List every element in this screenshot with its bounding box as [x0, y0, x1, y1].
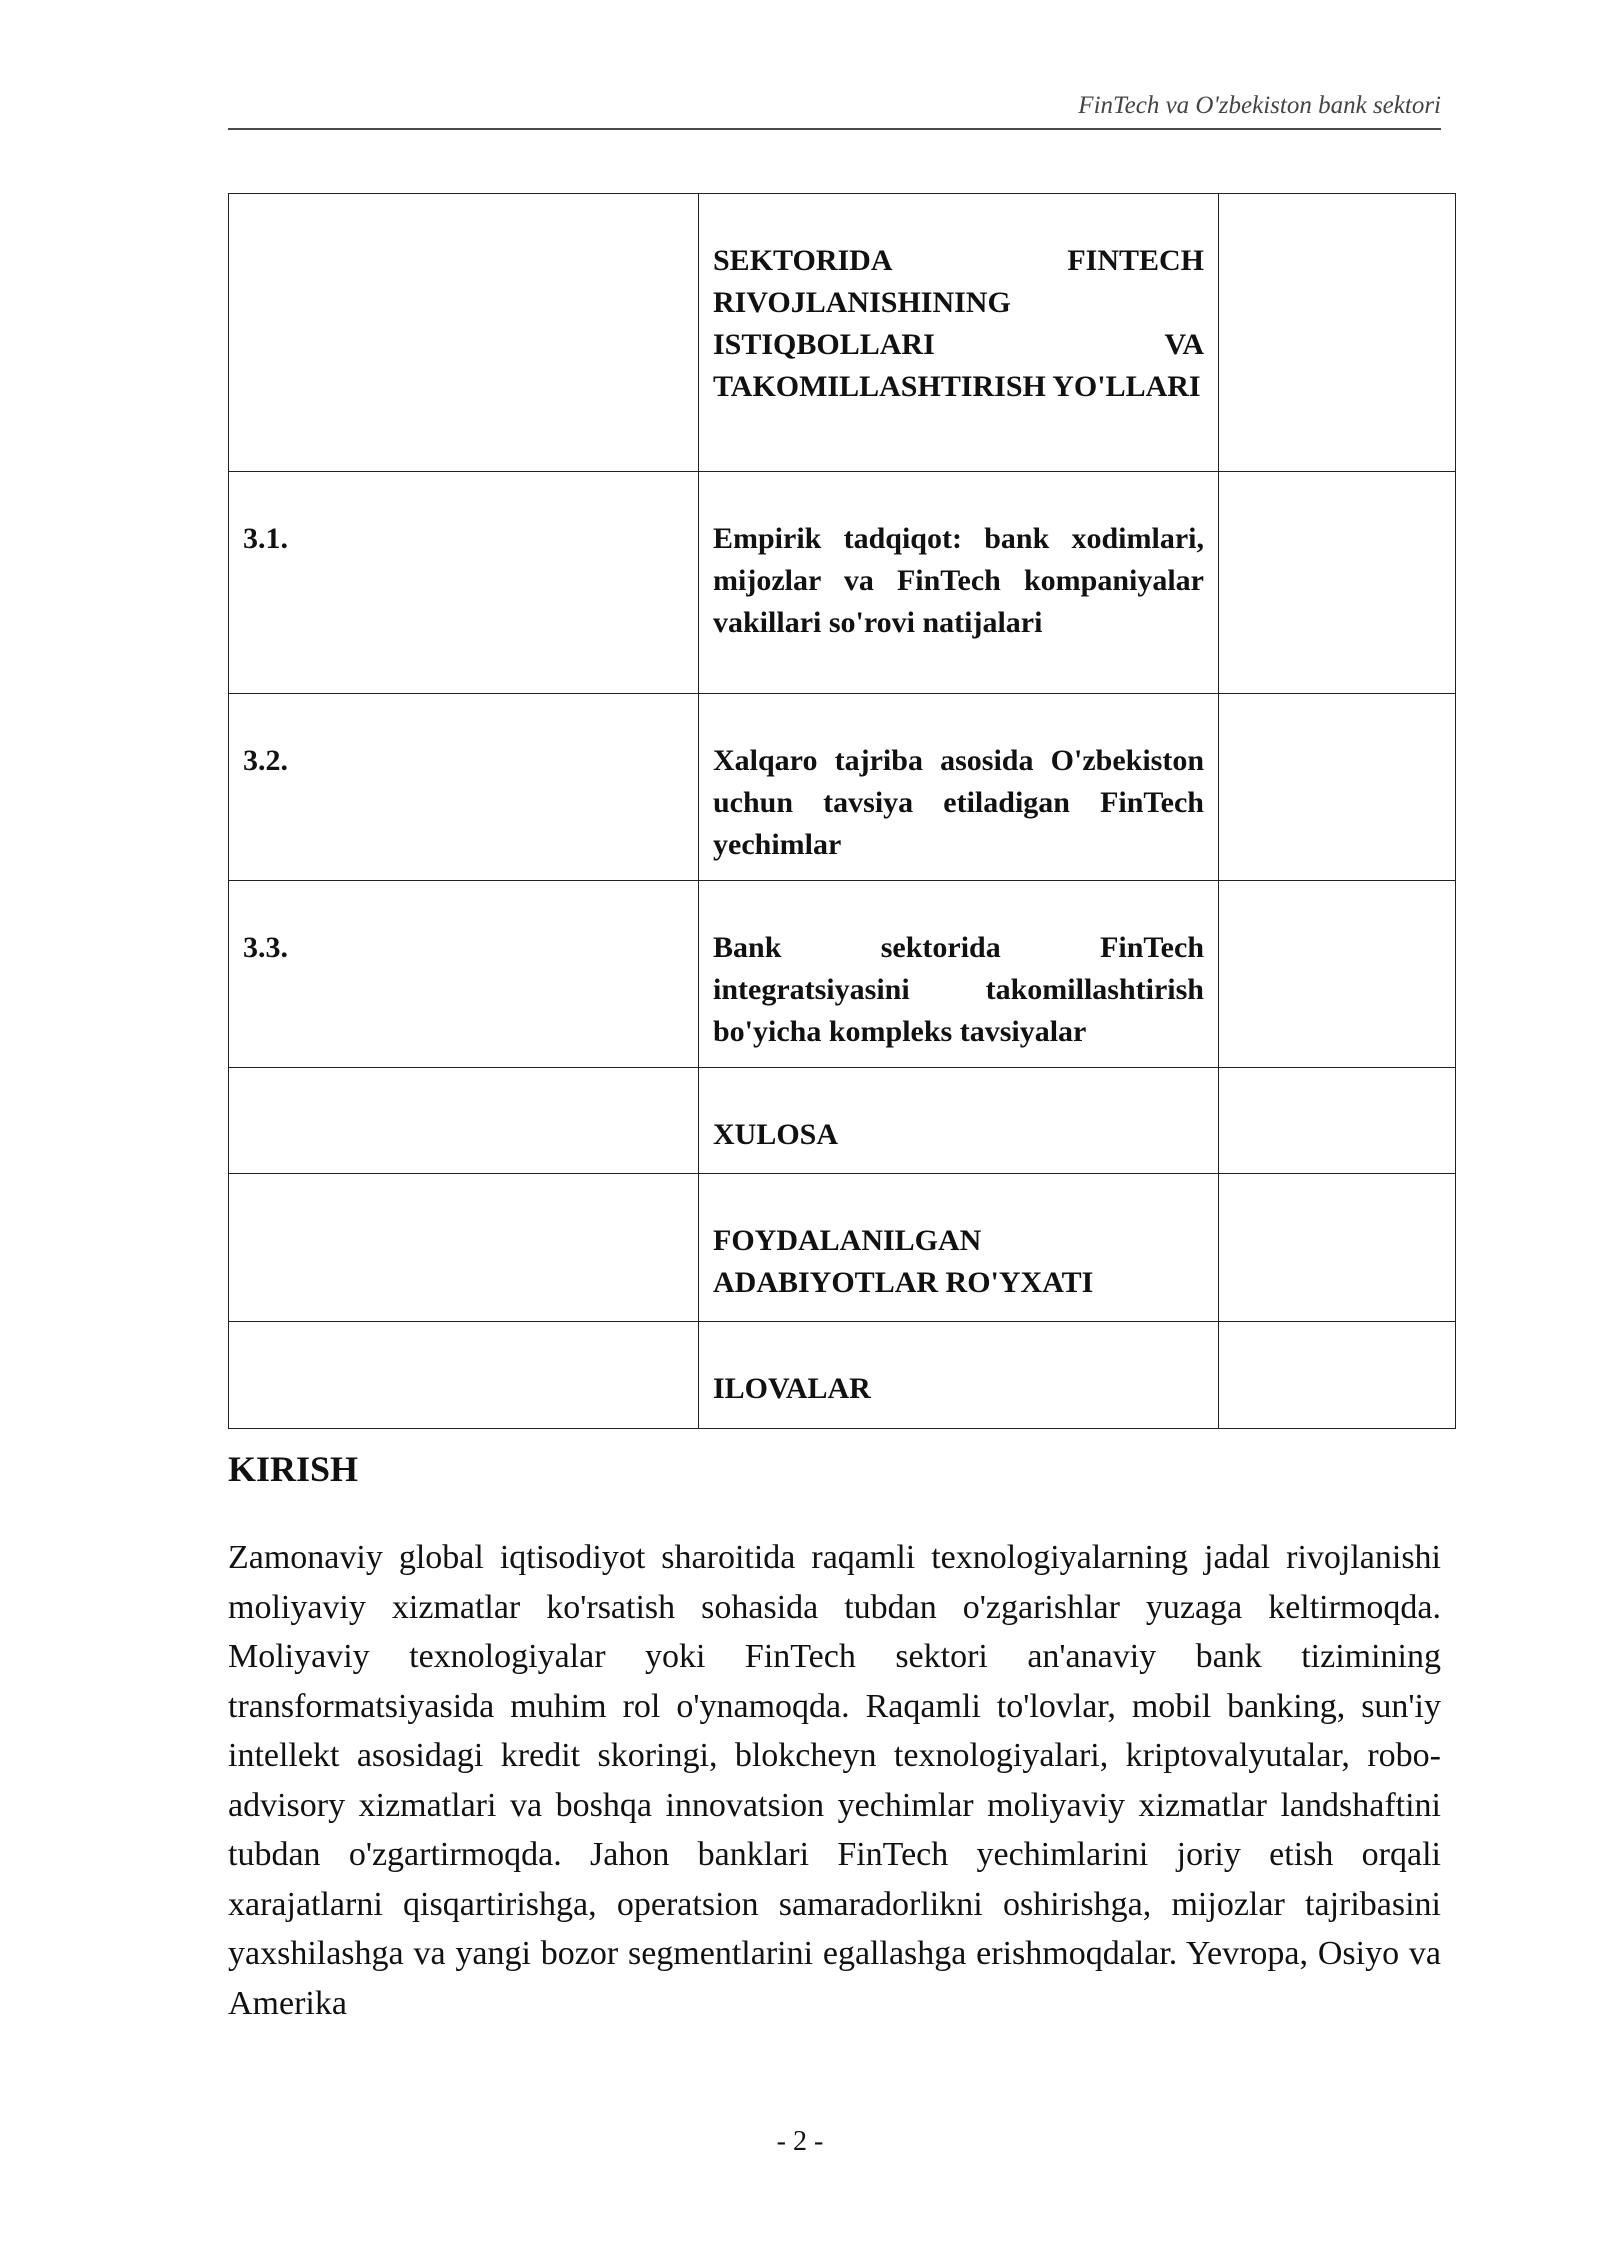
toc-title-cell: FOYDALANILGAN ADABIYOTLAR RO'YXATI	[699, 1174, 1219, 1322]
toc-page-cell	[1219, 1322, 1456, 1429]
toc-page-cell	[1219, 472, 1456, 694]
section-heading: KIRISH	[228, 1449, 359, 1489]
table-row	[229, 694, 1456, 881]
toc-number-cell: 3.2.	[229, 694, 699, 881]
toc-title-cell: Empirik tadqiqot: bank xodimlari, mijozlar va FinTech kompaniyalar vakillari so'rovi natijalari	[699, 472, 1219, 694]
table-row	[229, 472, 1456, 694]
page-number: - 2 -	[776, 2126, 824, 2157]
toc-title-cell: XULOSA	[699, 1068, 1219, 1174]
toc-page-cell	[1219, 1174, 1456, 1322]
toc-page-cell	[1219, 694, 1456, 881]
running-title: FinTech va O'zbekiston bank sektori	[1078, 92, 1441, 119]
table-row	[229, 1068, 1456, 1174]
toc-number-cell: 3.3.	[229, 881, 699, 1068]
toc-title-cell: Xalqaro tajriba asosida O'zbekiston uchun tavsiya etiladigan FinTech yechimlar	[699, 694, 1219, 881]
toc-number-cell	[229, 194, 699, 472]
table-row	[229, 194, 1456, 472]
toc-number-cell	[229, 1322, 699, 1429]
toc-title-cell: ILOVALAR	[699, 1322, 1219, 1429]
toc-page-cell	[1219, 881, 1456, 1068]
table-row	[229, 1174, 1456, 1322]
toc-number-cell	[229, 1174, 699, 1322]
table-of-contents	[228, 193, 1456, 1429]
table-row	[229, 1322, 1456, 1429]
toc-title-cell: SEKTORIDA FINTECH RIVOJLANISHINING ISTIQBOLLARI VA TAKOMILLASHTIRISH YO'LLARI	[699, 194, 1219, 472]
toc-page-cell	[1219, 194, 1456, 472]
running-header	[228, 92, 1441, 130]
toc-title-cell: Bank sektorida FinTech integratsiyasini takomillashtirish bo'yicha kompleks tavsiyalar	[699, 881, 1219, 1068]
toc-page-cell	[1219, 1068, 1456, 1174]
toc-number-cell: 3.1.	[229, 472, 699, 694]
intro-paragraph: Zamonaviy global iqtisodiyot sharoitida raqamli texnologiyalarning jadal rivojlanishi moliyaviy xizmatlar ko'rsatish sohasida tubdan o'zgarishlar yuzaga keltirmoqda. Moliyaviy texnologiyalar yoki FinTech sektori an'anaviy bank tizimining transformatsiyasida muhim rol o'ynamoqda. Raqamli to'lovlar, mobil banking, sun'iy intellekt asosidagi kredit skoringi, blokcheyn texnologiyalari, kriptovalyutalar, robo-advisory xizmatlari va boshqa innovatsion yechimlar moliyaviy xizmatlar landshaftini tubdan o'zgartirmoqda. Jahon banklari FinTech yechimlarini joriy etish orqali xarajatlarni qisqartirishga, operatsion samaradorlikni oshirishga, mijozlar tajribasini yaxshilashga va yangi bozor segmentlarini egallashga erishmoqdalar. Yevropa, Osiyo va Amerika	[228, 1539, 1441, 2022]
table-row	[229, 881, 1456, 1068]
toc-number-cell	[229, 1068, 699, 1174]
